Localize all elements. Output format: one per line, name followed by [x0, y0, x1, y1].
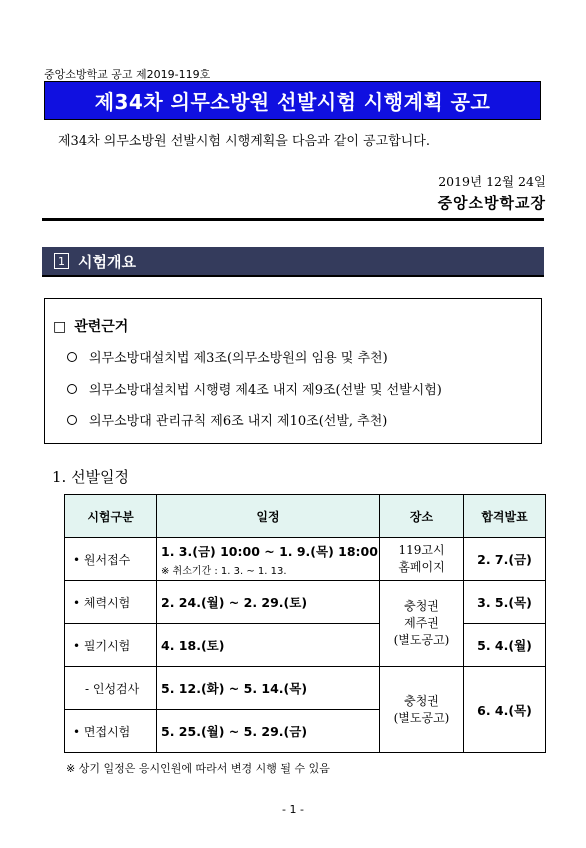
basis-item	[67, 347, 388, 366]
exam-place: 충청권 (별도공고)	[380, 667, 464, 753]
legal-basis-box	[44, 298, 542, 444]
exam-period: 2. 24.(월) ~ 2. 29.(토)	[157, 581, 380, 624]
result-date: 2. 7.(금)	[464, 538, 546, 581]
page-title: 제34차 의무소방원 선발시험 시행계획 공고	[94, 90, 491, 114]
exam-category: • 필기시험	[65, 624, 157, 667]
basis-heading	[53, 316, 128, 336]
notice-number: 중앙소방학교 공고 제2019-119호	[44, 68, 211, 81]
square-icon: □	[53, 319, 67, 335]
title-banner	[44, 81, 541, 120]
footnote: ※ 상기 일정은 응시인원에 따라서 변경 시행 될 수 있음	[66, 762, 330, 775]
exam-category: - 인성검사	[65, 667, 157, 710]
intro-text: 제34차 의무소방원 선발시험 시행계획을 다음과 같이 공고합니다.	[58, 134, 430, 149]
period-text: 1. 3.(금) 10:00 ~ 1. 9.(목) 18:00	[161, 543, 378, 559]
exam-period: 4. 18.(토)	[157, 624, 380, 667]
basis-item	[67, 410, 387, 429]
circle-bullet-icon	[67, 352, 77, 362]
exam-period: 5. 25.(월) ~ 5. 29.(금)	[157, 710, 380, 753]
table-row	[65, 581, 546, 624]
table-row	[65, 624, 546, 667]
exam-place: 충청권 제주권 (별도공고)	[380, 581, 464, 667]
result-date: 3. 5.(목)	[464, 581, 546, 624]
period-note: ※ 취소기간 : 1. 3. ~ 1. 13.	[161, 565, 287, 577]
basis-item-text: 의무소방대설치법 시행령 제4조 내지 제9조(선발 및 선발시험)	[89, 383, 442, 398]
circle-bullet-icon	[67, 384, 77, 394]
basis-item	[67, 379, 442, 398]
issuer: 중앙소방학교장	[437, 194, 546, 212]
table-header-row	[65, 495, 546, 538]
section-title: 시험개요	[78, 252, 136, 271]
exam-place: 119고시 홈페이지	[380, 538, 464, 581]
circle-bullet-icon	[67, 415, 77, 425]
column-header: 일정	[157, 495, 380, 538]
exam-category: • 체력시험	[65, 581, 157, 624]
exam-category: • 면접시험	[65, 710, 157, 753]
schedule-heading: 1. 선발일정	[52, 468, 130, 486]
exam-period	[157, 538, 380, 581]
column-header: 시험구분	[65, 495, 157, 538]
table-row	[65, 667, 546, 710]
column-header: 장소	[380, 495, 464, 538]
divider	[42, 218, 544, 221]
basis-item-text: 의무소방대 관리규칙 제6조 내지 제10조(선발, 추천)	[89, 414, 388, 429]
result-date: 6. 4.(목)	[464, 667, 546, 753]
section-header	[42, 247, 544, 277]
column-header: 합격발표	[464, 495, 546, 538]
section-number: 1	[54, 253, 69, 269]
exam-period: 5. 12.(화) ~ 5. 14.(목)	[157, 667, 380, 710]
result-date: 5. 4.(월)	[464, 624, 546, 667]
page-number: - 1 -	[282, 803, 304, 816]
exam-category: • 원서접수	[65, 538, 157, 581]
schedule-table	[64, 494, 546, 753]
table-row	[65, 538, 546, 581]
basis-item-text: 의무소방대설치법 제3조(의무소방원의 임용 및 추천)	[89, 351, 388, 366]
basis-heading-label: 관련근거	[74, 319, 129, 335]
issue-date: 2019년 12월 24일	[438, 174, 546, 189]
